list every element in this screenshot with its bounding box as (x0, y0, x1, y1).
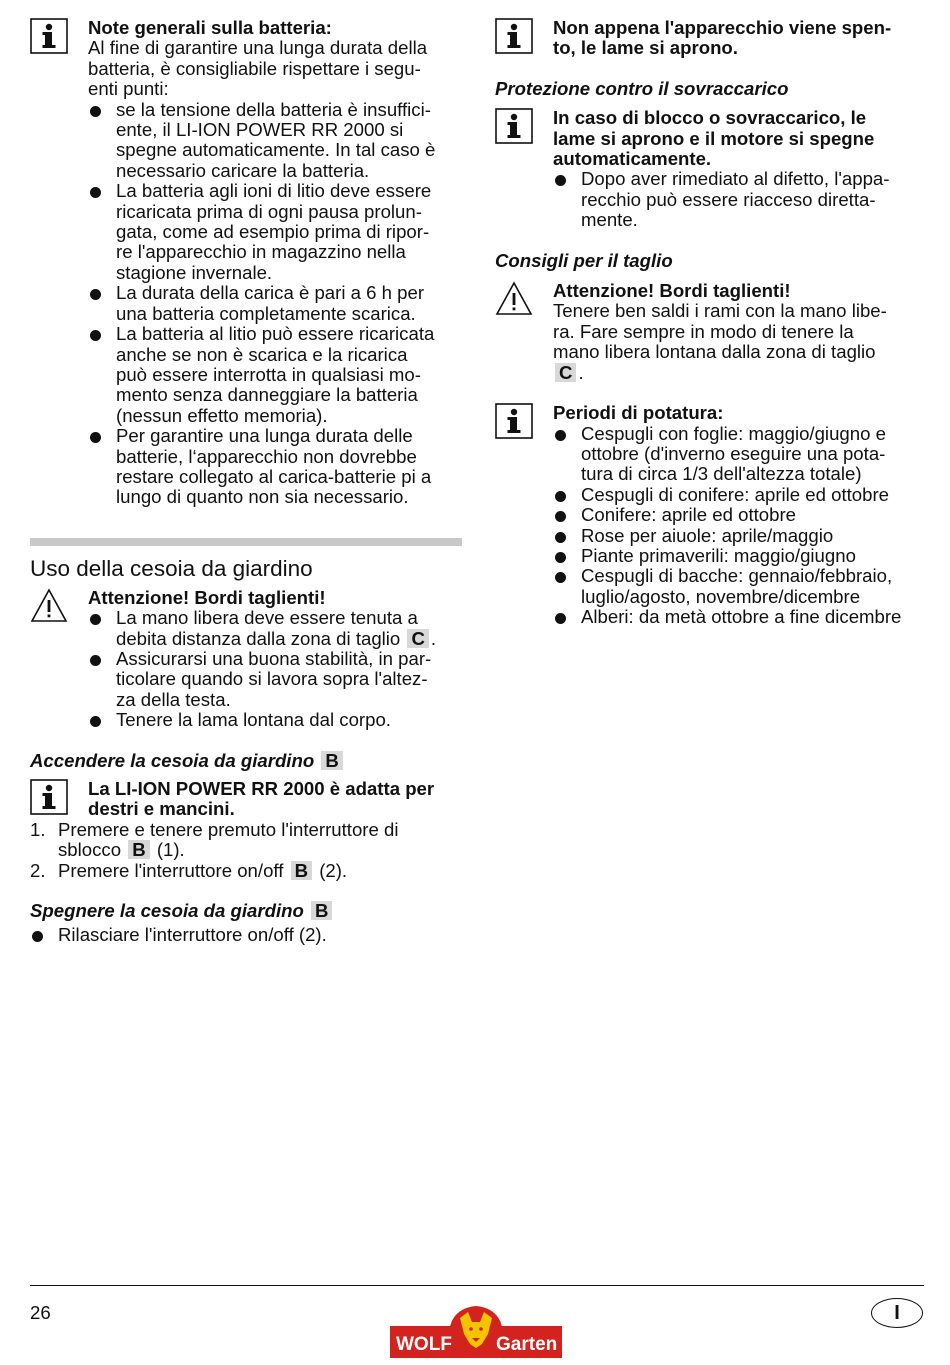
section-divider (30, 538, 462, 546)
overload-heading: Protezione contro il sovraccarico (495, 77, 789, 99)
list-item: Alberi: da metà ottobre a fine dicembre (553, 607, 927, 627)
list-item: La durata della carica è pari a 6 h per una batteria completamente scarica. (88, 283, 462, 324)
list-item: 1. Premere e tenere premuto l'interruttore di sblocco B (1). (30, 818, 399, 861)
warning-icon (30, 588, 68, 624)
language-badge: I (871, 1298, 923, 1328)
switch-on-steps (30, 820, 462, 881)
battery-note-title: Note generali sulla batteria: (88, 17, 332, 38)
battery-note-intro: Al fine di garantire una lunga durata della batteria, è consigliabile rispettare i segu- enti punti: (88, 37, 428, 100)
figure-ref-badge: B (128, 840, 149, 859)
right-column (495, 18, 927, 628)
warning-title: Attenzione! Bordi taglienti! (88, 586, 326, 608)
overload-list (553, 169, 927, 230)
info-icon (495, 108, 533, 144)
switch-on-heading: Accendere la cesoia da giardino B (30, 751, 462, 771)
blades-open-note (495, 18, 927, 59)
list-item: La mano libera deve essere tenuta a debita distanza dalla zona di taglio C . (88, 608, 462, 649)
left-column (30, 18, 462, 946)
battery-note (30, 18, 462, 508)
ambidextrous-note (30, 779, 462, 820)
page-number: 26 (30, 1302, 51, 1323)
info-icon (30, 779, 68, 815)
pruning-periods (495, 403, 927, 627)
tips-warning (495, 281, 927, 383)
list-item: Per garantire una lunga durata delle batterie, l‘apparecchio non dovrebbe restare collegato al carica-batterie pi a lungo di quanto non sia necessario. (88, 426, 462, 508)
logo-text-garten: Garten (496, 1334, 558, 1355)
info-icon (30, 18, 68, 54)
list-item: Rose per aiuole: aprile/maggio (553, 526, 927, 546)
figure-ref-badge: B (321, 751, 342, 770)
figure-ref-badge: B (311, 901, 332, 920)
tips-warning-title: Attenzione! Bordi taglienti! (553, 280, 791, 302)
list-item: Conifere: aprile ed ottobre (553, 505, 927, 525)
list-item: Cespugli con foglie: maggio/giugno e ottobre (d'inverno eseguire una pota- tura di circa 1/3 dell'altezza totale) (553, 424, 927, 485)
list-item: La batteria agli ioni di litio deve essere ricaricata prima di ogni pausa prolun- gata, come ad esempio prima di ripor- re l'apparecchio in magazzino nella stagione invernale. (88, 181, 462, 283)
list-item: 2. Premere l'interruttore on/off B (2). (30, 859, 348, 881)
figure-ref-badge: C (555, 363, 576, 382)
list-item: Piante primaverili: maggio/giugno (553, 546, 927, 566)
list-item: Assicurarsi una buona stabilità, in par- ticolare quando si lavora sopra l'altez- za della testa. (88, 649, 462, 710)
wolf-garten-logo (388, 1302, 564, 1360)
list-item: La batteria al litio può essere ricaricata anche se non è scarica e la ricarica può essere interrotta in qualsiasi mo- mento senza danneggiare la batteria (nessun effetto memoria). (88, 324, 462, 426)
tips-warning-text: Tenere ben saldi i rami con la mano libe- ra. Fare sempre in modo di tenere la mano libera lontana dalla zona di taglio C . (553, 300, 887, 383)
list-item: se la tensione della batteria è insuffici- ente, il LI-ION POWER RR 2000 si spegne automaticamente. In tal caso è necessario caricare la batteria. (88, 100, 462, 182)
list-item: Dopo aver rimediato al difetto, l'appa- recchio può essere riacceso diretta- mente. (553, 169, 927, 230)
battery-note-list (88, 100, 462, 508)
switch-off-list (30, 925, 462, 945)
tips-heading: Consigli per il taglio (495, 249, 673, 271)
logo-text-wolf: WOLF (396, 1334, 452, 1355)
info-icon (495, 18, 533, 54)
overload-note (495, 108, 927, 230)
warning-list (88, 608, 462, 730)
pruning-title: Periodi di potatura: (553, 402, 724, 424)
pruning-list (553, 424, 927, 628)
switch-off-heading: Spegnere la cesoia da giardino B (30, 901, 462, 921)
footer-divider (30, 1285, 924, 1286)
warning-icon (495, 281, 533, 317)
list-item: Rilasciare l'interruttore on/off (2). (30, 925, 462, 945)
info-icon (495, 403, 533, 439)
list-item: Cespugli di bacche: gennaio/febbraio, luglio/agosto, novembre/dicembre (553, 566, 927, 607)
ambidextrous-text: La LI-ION POWER RR 2000 è adatta per destri e mancini. (88, 778, 435, 820)
figure-ref-badge: C (407, 629, 428, 648)
list-item: Cespugli di conifere: aprile ed ottobre (553, 485, 927, 505)
overload-text: In caso di blocco o sovraccarico, le lame si aprono e il motore si spegne automaticamente. (553, 107, 875, 170)
figure-ref-badge: B (291, 861, 312, 880)
blades-open-text: Non appena l'apparecchio viene spen- to, le lame si aprono. (553, 17, 892, 59)
section-title: Uso della cesoia da giardino (30, 555, 313, 581)
list-item: Tenere la lama lontana dal corpo. (88, 710, 462, 730)
sharp-blades-warning (30, 588, 462, 731)
